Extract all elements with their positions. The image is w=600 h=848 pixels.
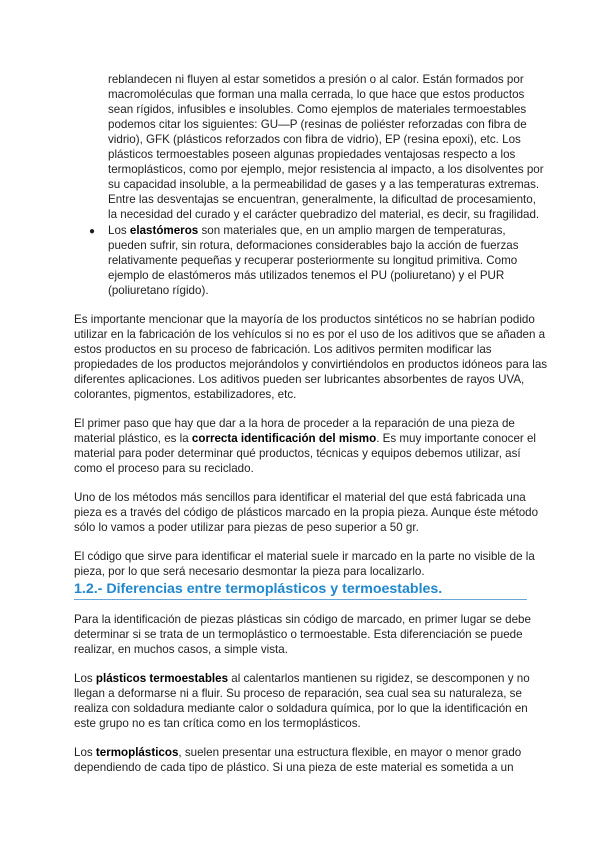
text-line: pieza, por lo que será necesario desmontar la pieza para localizarlo.	[74, 565, 425, 578]
text-line: relativamente pequeñas y recuperar posteriormente su longitud primitiva. Como	[108, 254, 518, 267]
text-line: realiza con soldadura mediante calor o soldadura química, por lo que la identificación en	[74, 702, 528, 715]
bullet-marker: ●	[89, 226, 96, 237]
text-fragment: material plástico, es la	[74, 432, 192, 445]
heading-divider	[74, 599, 527, 600]
text-line: determinar si se trata de un termoplástico o termoestable. Esta diferenciación se puede	[74, 628, 523, 641]
text-fragment: son materiales que, en un amplio margen de temperaturas,	[198, 224, 506, 237]
text-line	[74, 746, 521, 760]
text-line: este grupo no es tan crítica como en los termoplásticos.	[74, 717, 361, 730]
text-line: Uno de los métodos más sencillos para identificar el material del que está fabricada una	[74, 491, 526, 504]
text-line: macromoléculas que forman una malla cerrada, lo que hace que estos productos	[108, 88, 525, 101]
bold-term: elastómeros	[129, 224, 199, 237]
text-line: estos productos en su proceso de fabricación. Los aditivos permiten modificar las	[74, 343, 492, 356]
text-line: plásticos termoestables poseen algunas propiedades ventajosas respecto a los	[108, 148, 516, 161]
text-line: utilizar en la fabricación de los vehículos si no es por el uso de los aditivos que se añaden a	[74, 328, 546, 341]
text-line: El primer paso que hay que dar a la hora de proceder a la reparación de una pieza de	[74, 417, 515, 430]
text-line: dependiendo de cada tipo de plástico. Si una pieza de este material es sometida a un	[74, 761, 514, 774]
text-line: vidrio), GFK (plásticos reforzados con fibra de vidrio), EP (resina epoxi), etc. Los	[108, 133, 521, 146]
text-line: colorantes, pigmentos, estabilizadores, etc.	[74, 388, 297, 401]
text-line: (poliuretano rígido).	[108, 284, 209, 297]
text-line	[74, 432, 536, 446]
text-line: ejemplo de elastómeros más utilizados tenemos el PU (poliuretano) y el PUR	[108, 269, 505, 282]
text-line: pieza es a través del código de plásticos marcado en la propia pieza. Aunque éste método	[74, 506, 539, 519]
text-fragment: Los	[74, 672, 96, 685]
section-heading: 1.2.- Diferencias entre termoplásticos y termoestables.	[74, 581, 443, 597]
bold-term: termoplásticos	[95, 746, 179, 759]
text-line: Entre las desventajas se encuentran, generalmente, la dificultad de procesamiento,	[108, 193, 536, 206]
text-line: termoplásticos, como por ejemplo, mejor resistencia al impacto, a los disolventes por	[108, 163, 544, 176]
text-fragment: . Es muy importante conocer el	[376, 432, 537, 445]
text-line: realizar, en muchos casos, a simple vista.	[74, 643, 288, 656]
text-line: diferentes aplicaciones. Los aditivos pueden ser lubricantes absorbentes de rayos UVA,	[74, 373, 525, 386]
text-line: Para la identificación de piezas plásticas sin código de marcado, en primer lugar se debe	[74, 613, 531, 626]
bold-term: correcta identificación del mismo	[191, 432, 377, 445]
text-line: sólo lo vamos a poder utilizar para piezas de peso superior a 50 gr.	[74, 521, 419, 534]
text-line: sean rígidos, infusibles e insolubles. Como ejemplos de materiales termoestables	[108, 103, 527, 116]
text-fragment: al calentarlos mantienen su rigidez, se descomponen y no	[228, 672, 530, 685]
text-line	[74, 672, 530, 686]
text-fragment: Los	[74, 746, 96, 759]
text-line: propiedades de los productos mejorándolos y convirtiéndolos en productos idóneos para las	[74, 358, 548, 371]
text-line: El código que sirve para identificar el material suele ir marcado en la parte no visible de la	[74, 550, 535, 563]
text-line	[108, 224, 506, 238]
text-line: reblandecen ni fluyen al estar sometidos a presión o al calor. Están formados por	[108, 73, 524, 86]
text-line: Es importante mencionar que la mayoría de los productos sintéticos no se habrían podido	[74, 313, 535, 326]
text-fragment: , suelen presentar una estructura flexible, en mayor o menor grado	[178, 746, 522, 759]
text-fragment: Los	[108, 224, 130, 237]
text-line: la necesidad del curado y el carácter quebradizo del material, es decir, su fragilidad.	[108, 208, 540, 221]
text-line: pueden sufrir, sin rotura, deformaciones considerables bajo la acción de fuerzas	[108, 239, 519, 252]
text-line: llegan a deformarse ni a fluir. Su proceso de reparación, sea cual sea su naturaleza, se	[74, 687, 522, 700]
text-line: podemos citar los siguientes: GU—P (resinas de poliéster reforzadas con fibra de	[108, 118, 527, 131]
text-line: su capacidad insoluble, a la permeabilidad de gases y a las temperaturas extremas.	[108, 178, 540, 191]
text-line: material para poder determinar qué productos, técnicas y equipos debemos utilizar, así	[74, 447, 521, 460]
text-line: como el proceso para su reciclado.	[74, 462, 254, 475]
bold-term: plásticos termoestables	[95, 672, 229, 685]
